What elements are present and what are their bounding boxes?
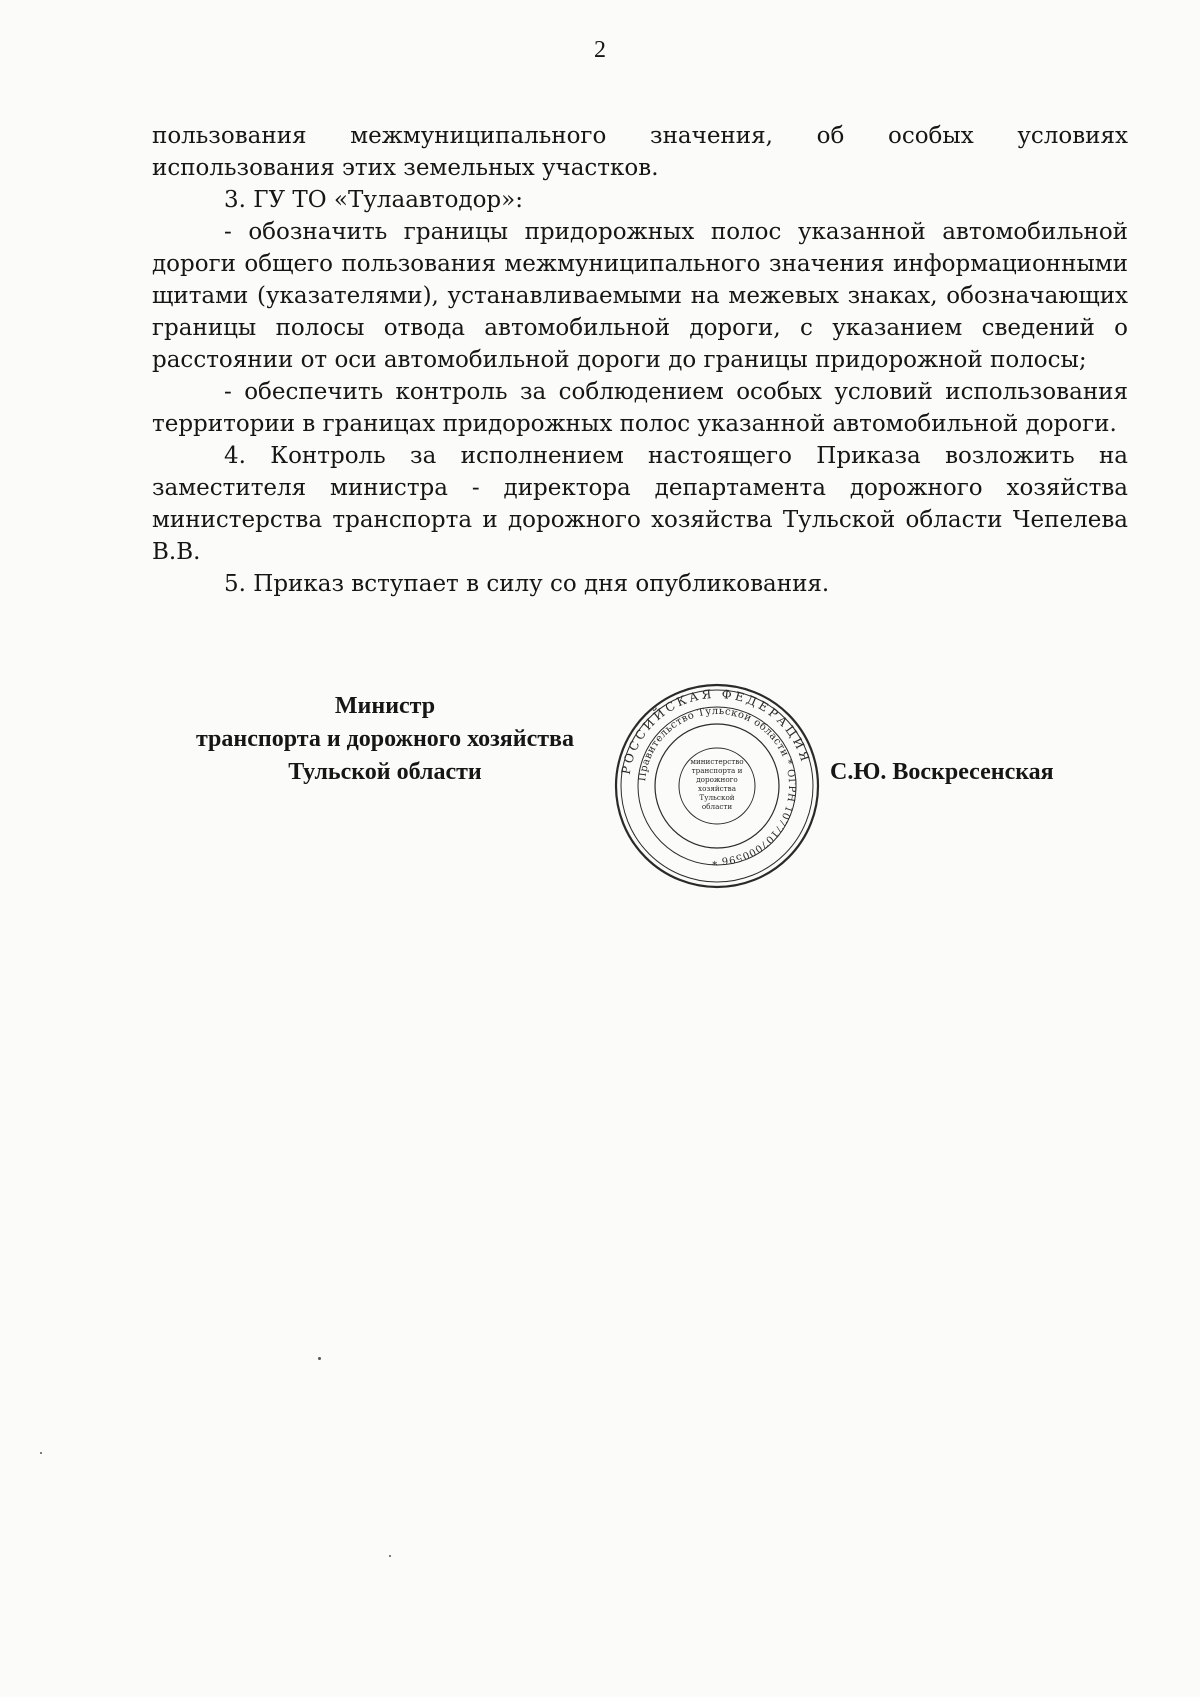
signatory-title-line-2: транспорта и дорожного хозяйства — [195, 726, 575, 752]
signatory-name: С.Ю. Воскресенская — [830, 759, 1054, 785]
signatory-title-line-1: Министр — [334, 693, 436, 719]
scan-speck — [318, 1357, 321, 1360]
scan-speck — [389, 1555, 391, 1557]
svg-text:хозяйства: хозяйства — [698, 784, 736, 793]
svg-text:области: области — [701, 802, 733, 811]
paragraph-item-4: 4. Контроль за исполнением настоящего Приказа возложить на заместителя министра - директора департамента дорожного хозяйства министерства транспорта и дорожного хозяйства Тульской области Чепелева В.В. — [152, 443, 1128, 565]
svg-text:дорожного: дорожного — [696, 775, 738, 784]
signatory-title-line-3: Тульской области — [288, 759, 482, 785]
svg-text:министерство: министерство — [690, 757, 744, 766]
seal-center-text — [690, 757, 743, 811]
paragraph-item-3-sub-1: - обозначить границы придорожных полос указанной автомобильной дороги общего пользования межмуниципального значения информационными щитами (указателями), устанавливаемыми на межевых знаках, обозначающих границы полосы отвода автомобильной дороги, с указанием сведений о расстоянии от оси автомобильной дороги до границы придорожной полосы; — [152, 219, 1128, 373]
document-body — [152, 120, 1128, 600]
paragraph-item-3-sub-2: - обеспечить контроль за соблюдением особых условий использования территории в границах придорожных полос указанной автомобильной дороги. — [152, 379, 1128, 437]
seal-inner-ring-text: Правительство Тульской области * ОГРН 1077107000596 * — [637, 705, 798, 867]
scan-speck — [40, 1452, 42, 1454]
svg-text:транспорта и: транспорта и — [691, 766, 743, 775]
paragraph-continuation: пользования межмуниципального значения, об особых условиях использования этих земельных участков. — [152, 123, 1128, 181]
official-seal-stamp — [612, 681, 822, 891]
paragraph-item-3: 3. ГУ ТО «Тулаавтодор»: — [224, 187, 523, 213]
paragraph-item-5: 5. Приказ вступает в силу со дня опубликования. — [224, 571, 830, 597]
svg-text:Тульской: Тульской — [699, 793, 735, 802]
page-number: 2 — [594, 37, 606, 63]
seal-outer-ring-text: РОССИЙСКАЯ ФЕДЕРАЦИЯ — [618, 686, 814, 776]
signatory-title — [150, 690, 620, 789]
